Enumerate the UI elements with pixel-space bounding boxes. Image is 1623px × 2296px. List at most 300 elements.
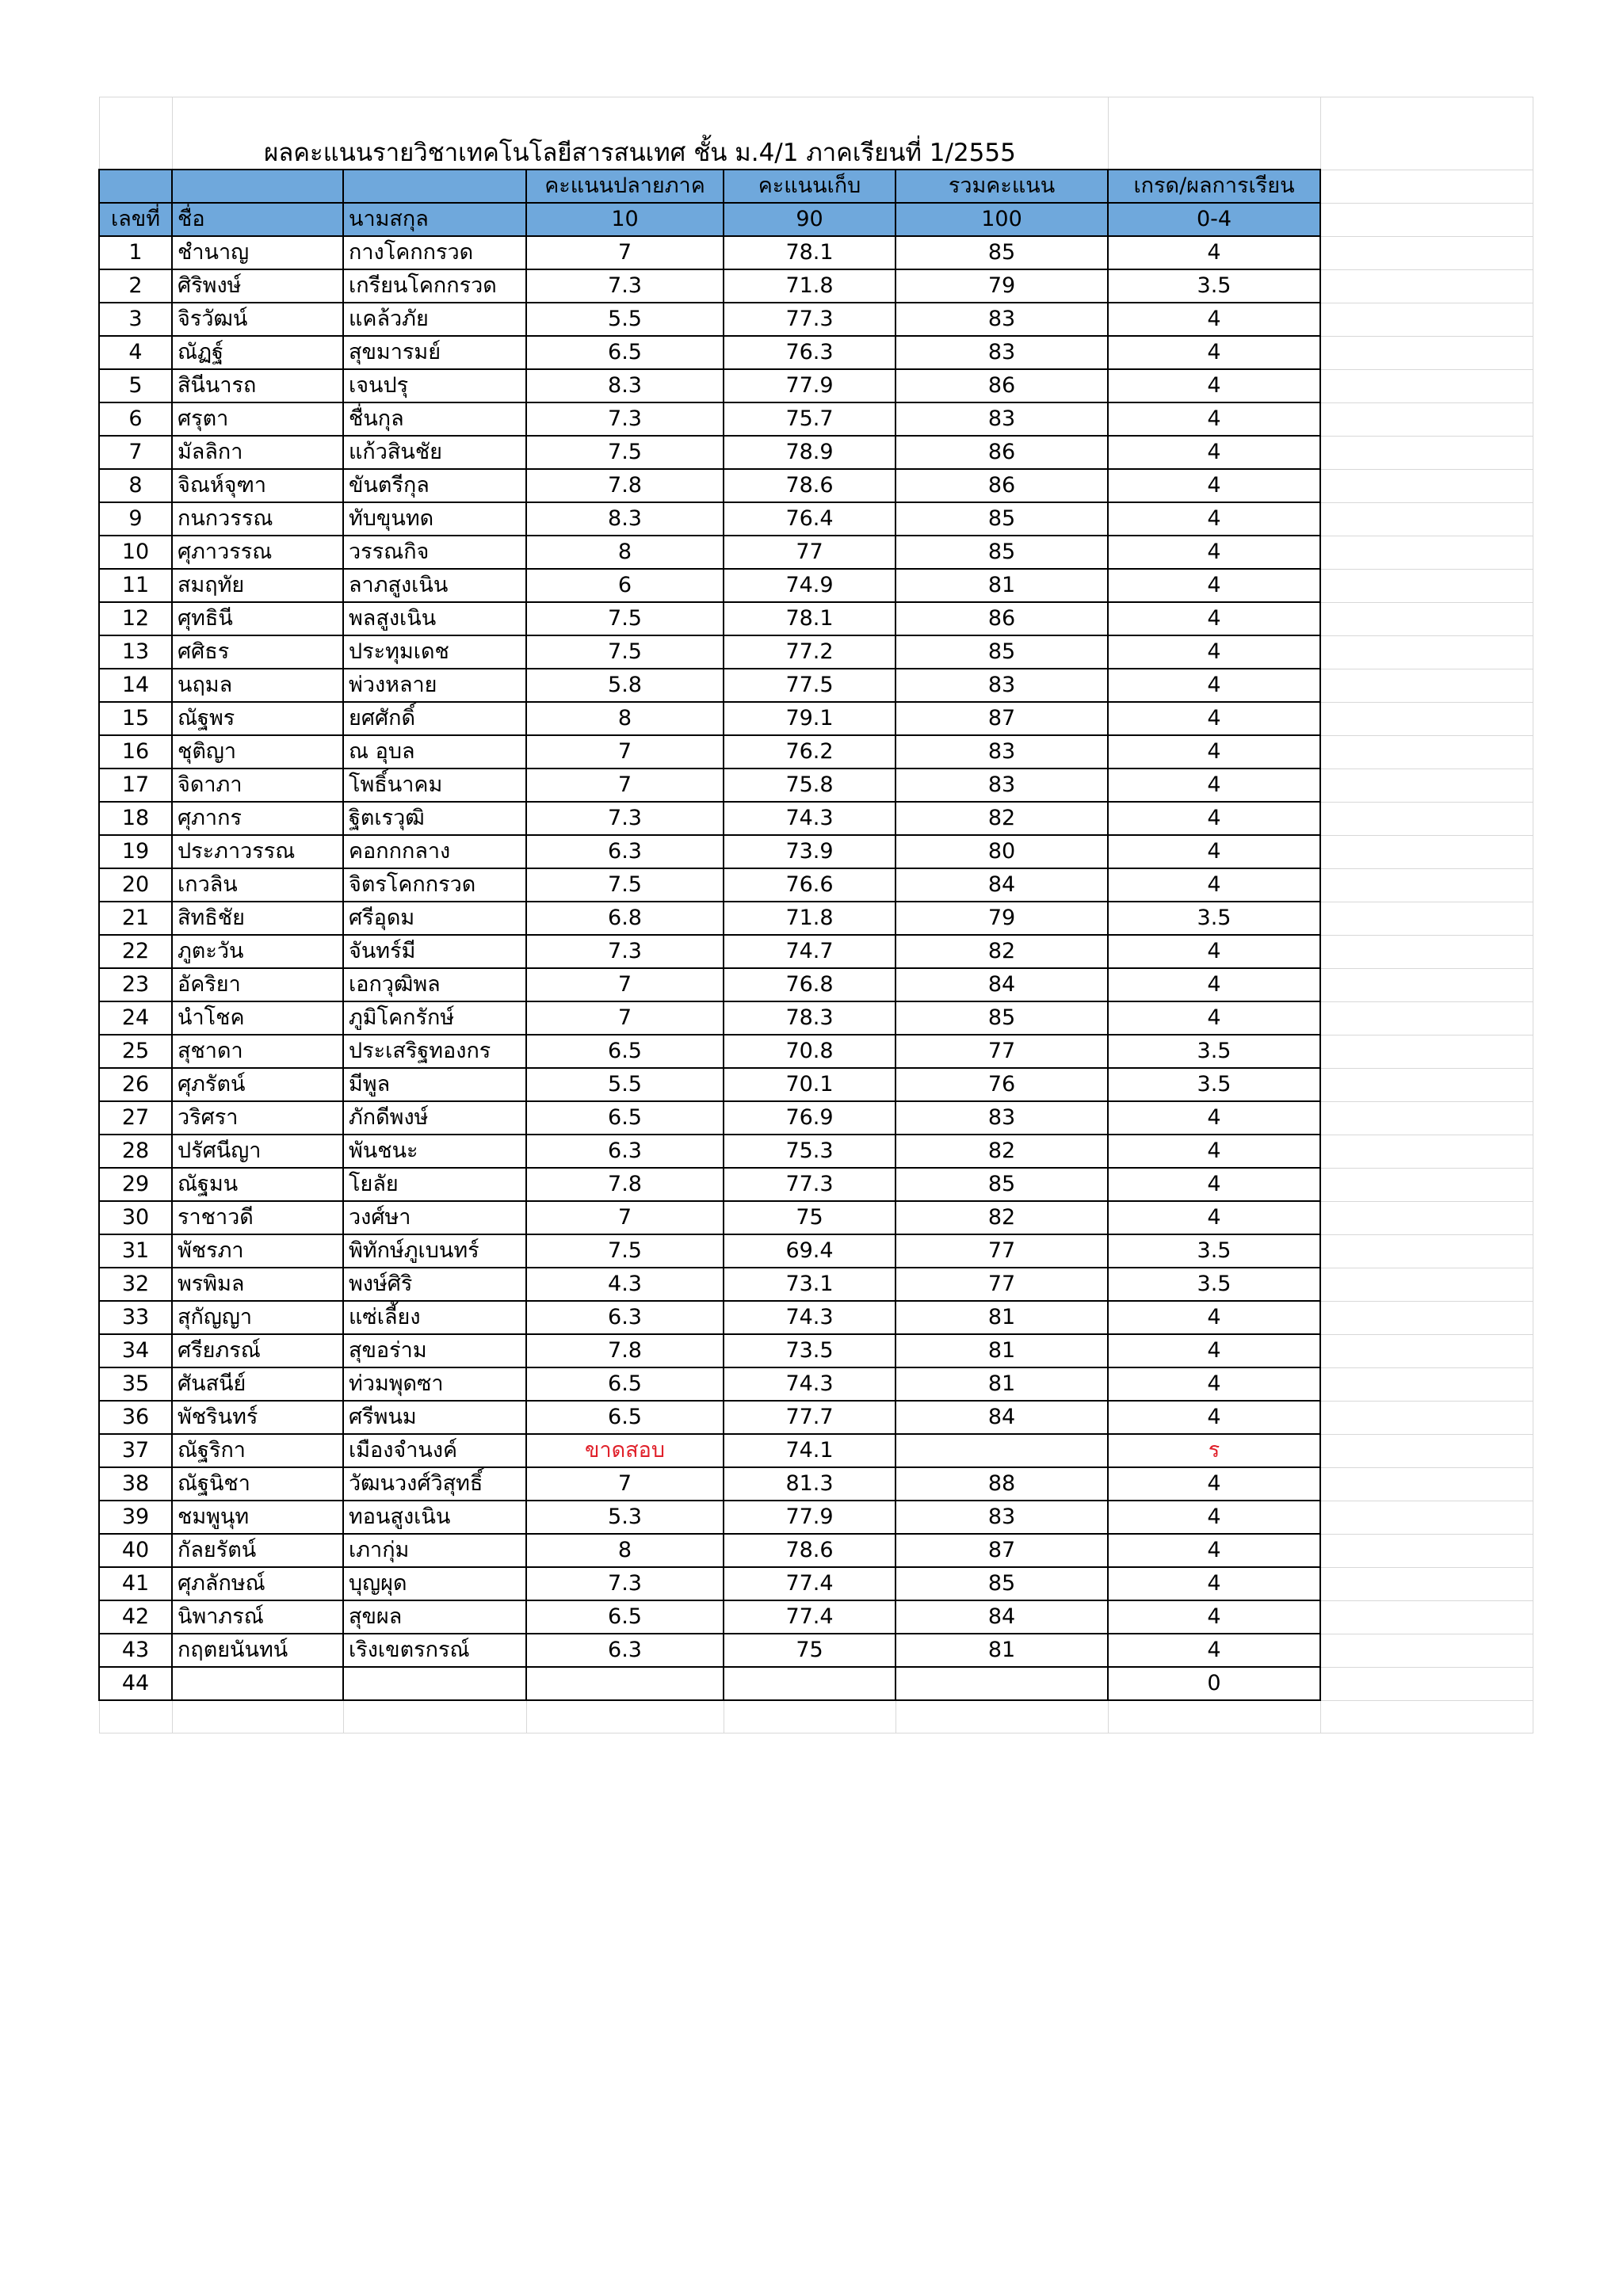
student-name: นำโชค	[172, 1001, 343, 1035]
final-exam-score: 6.3	[526, 835, 724, 868]
final-exam-score: 7.5	[526, 868, 724, 902]
grade: 4	[1108, 402, 1320, 436]
table-row	[99, 1434, 1533, 1467]
student-surname: ศรีพนม	[343, 1401, 526, 1434]
student-no: 37	[99, 1434, 172, 1467]
coursework-score: 74.3	[724, 1301, 896, 1334]
student-no: 36	[99, 1401, 172, 1434]
grade: 4	[1108, 735, 1320, 769]
student-no: 10	[99, 536, 172, 569]
total-score: 85	[896, 1567, 1108, 1600]
grade: 3.5	[1108, 902, 1320, 935]
total-score: 84	[896, 968, 1108, 1001]
total-score: 82	[896, 1201, 1108, 1234]
grade: 4	[1108, 1201, 1320, 1234]
total-score: 80	[896, 835, 1108, 868]
total-score: 85	[896, 236, 1108, 269]
student-surname: วรรณกิจ	[343, 536, 526, 569]
table-row	[99, 1467, 1533, 1501]
student-surname: ชื่นกุล	[343, 402, 526, 436]
final-exam-max: 10	[526, 203, 724, 236]
final-exam-score: 6.5	[526, 1401, 724, 1434]
grade: 4	[1108, 1301, 1320, 1334]
student-surname: จิตรโคกกรวด	[343, 868, 526, 902]
final-exam-score: 8.3	[526, 369, 724, 402]
student-no: 12	[99, 602, 172, 635]
student-name: นิพาภรณ์	[172, 1600, 343, 1634]
student-no: 44	[99, 1667, 172, 1700]
coursework-score: 78.6	[724, 469, 896, 502]
student-surname: เอกวุฒิพล	[343, 968, 526, 1001]
table-row	[99, 469, 1533, 502]
grade-header: เกรด/ผลการเรียน	[1108, 170, 1320, 203]
student-surname: แซ่เลี้ยง	[343, 1301, 526, 1334]
coursework-score: 78.3	[724, 1001, 896, 1035]
student-name: ณัฐนิชา	[172, 1467, 343, 1501]
student-no: 43	[99, 1634, 172, 1667]
grade: 0	[1108, 1667, 1320, 1700]
student-no: 18	[99, 802, 172, 835]
final-exam-score: 7	[526, 236, 724, 269]
student-surname: ภูมิโคกรักษ์	[343, 1001, 526, 1035]
final-exam-score: 7	[526, 735, 724, 769]
student-no: 25	[99, 1035, 172, 1068]
grade: 4	[1108, 236, 1320, 269]
table-row	[99, 1501, 1533, 1534]
grade: 3.5	[1108, 1234, 1320, 1268]
final-exam-score: 6.5	[526, 1035, 724, 1068]
coursework-score: 77.3	[724, 303, 896, 336]
student-no: 24	[99, 1001, 172, 1035]
student-name: พัชรภา	[172, 1234, 343, 1268]
grade: 4	[1108, 769, 1320, 802]
coursework-score: 77.4	[724, 1567, 896, 1600]
coursework-score: 76.3	[724, 336, 896, 369]
coursework-max: 90	[724, 203, 896, 236]
total-score: 81	[896, 1334, 1108, 1367]
student-surname: วัฒนวงศ์วิสุทธิ์	[343, 1467, 526, 1501]
table-row	[99, 1101, 1533, 1135]
student-no: 16	[99, 735, 172, 769]
table-row	[99, 602, 1533, 635]
student-no: 38	[99, 1467, 172, 1501]
student-name: ศุทธินี	[172, 602, 343, 635]
final-exam-score	[526, 1667, 724, 1700]
table-row	[99, 968, 1533, 1001]
final-exam-score: 6	[526, 569, 724, 602]
grade: 3.5	[1108, 1068, 1320, 1101]
total-score: 77	[896, 1035, 1108, 1068]
student-name: ภูตะวัน	[172, 935, 343, 968]
coursework-score: 70.1	[724, 1068, 896, 1101]
student-no: 9	[99, 502, 172, 536]
grade: 3.5	[1108, 1035, 1320, 1068]
table-row	[99, 269, 1533, 303]
total-score: 76	[896, 1068, 1108, 1101]
final-exam-score: 7.5	[526, 436, 724, 469]
student-no: 22	[99, 935, 172, 968]
student-no: 35	[99, 1367, 172, 1401]
grade: 4	[1108, 1634, 1320, 1667]
final-exam-score: 6.5	[526, 1101, 724, 1135]
table-row	[99, 1068, 1533, 1101]
total-max: 100	[896, 203, 1108, 236]
student-name: ศุภากร	[172, 802, 343, 835]
total-score: 86	[896, 436, 1108, 469]
coursework-score: 73.1	[724, 1268, 896, 1301]
coursework-score: 78.6	[724, 1534, 896, 1567]
total-score: 85	[896, 635, 1108, 669]
name-header: ชื่อ	[172, 203, 343, 236]
table-row	[99, 902, 1533, 935]
student-surname: โยลัย	[343, 1168, 526, 1201]
total-score: 82	[896, 802, 1108, 835]
grade: 4	[1108, 1101, 1320, 1135]
coursework-score: 74.9	[724, 569, 896, 602]
student-name: ชำนาญ	[172, 236, 343, 269]
final-exam-score: 7.5	[526, 1234, 724, 1268]
student-surname: พ่วงหลาย	[343, 669, 526, 702]
student-no: 40	[99, 1534, 172, 1567]
total-score	[896, 1667, 1108, 1700]
total-score: 77	[896, 1234, 1108, 1268]
table-row	[99, 735, 1533, 769]
title-row	[99, 97, 1533, 170]
total-score: 87	[896, 1534, 1108, 1567]
grade: 4	[1108, 868, 1320, 902]
student-surname: ฐิตเรวุฒิ	[343, 802, 526, 835]
total-score: 83	[896, 336, 1108, 369]
student-name: ปรัศนีญา	[172, 1135, 343, 1168]
total-score: 83	[896, 303, 1108, 336]
final-exam-score: 4.3	[526, 1268, 724, 1301]
table-row	[99, 1168, 1533, 1201]
student-no: 13	[99, 635, 172, 669]
student-name: นฤมล	[172, 669, 343, 702]
final-exam-score: 6.3	[526, 1634, 724, 1667]
student-surname: ทอนสูงเนิน	[343, 1501, 526, 1534]
grade: 4	[1108, 968, 1320, 1001]
student-name: ณัฐริกา	[172, 1434, 343, 1467]
table-row	[99, 1667, 1533, 1700]
table-row	[99, 1201, 1533, 1234]
student-name: กัลยรัตน์	[172, 1534, 343, 1567]
final-exam-score: 7.3	[526, 402, 724, 436]
student-no: 33	[99, 1301, 172, 1334]
grade-table	[98, 97, 1533, 1733]
final-exam-score: 6.5	[526, 1600, 724, 1634]
student-no: 42	[99, 1600, 172, 1634]
table-row	[99, 336, 1533, 369]
table-row	[99, 536, 1533, 569]
student-name: กฤตยนันทน์	[172, 1634, 343, 1667]
student-surname: มีพูล	[343, 1068, 526, 1101]
student-surname: เกรียนโคกกรวด	[343, 269, 526, 303]
final-exam-score: 7	[526, 1201, 724, 1234]
table-row	[99, 402, 1533, 436]
total-score: 84	[896, 1600, 1108, 1634]
student-name: ณัฏฐ์	[172, 336, 343, 369]
student-surname: โพธิ์นาคม	[343, 769, 526, 802]
final-exam-score: 5.5	[526, 1068, 724, 1101]
student-name: ศิริพงษ์	[172, 269, 343, 303]
student-no: 8	[99, 469, 172, 502]
coursework-score: 71.8	[724, 269, 896, 303]
coursework-score: 77	[724, 536, 896, 569]
student-no: 39	[99, 1501, 172, 1534]
coursework-score: 78.9	[724, 436, 896, 469]
table-row	[99, 502, 1533, 536]
table-row	[99, 1534, 1533, 1567]
table-row	[99, 802, 1533, 835]
coursework-score: 74.3	[724, 802, 896, 835]
student-no: 27	[99, 1101, 172, 1135]
grade: 4	[1108, 1001, 1320, 1035]
final-exam-score: 7.5	[526, 635, 724, 669]
final-exam-score: 8	[526, 1534, 724, 1567]
student-name: ชมพูนุท	[172, 1501, 343, 1534]
total-score: 81	[896, 1634, 1108, 1667]
total-score: 79	[896, 269, 1108, 303]
grade: 4	[1108, 935, 1320, 968]
student-no: 14	[99, 669, 172, 702]
student-name: ศุภาวรรณ	[172, 536, 343, 569]
student-no: 3	[99, 303, 172, 336]
student-surname	[343, 1667, 526, 1700]
coursework-score: 74.3	[724, 1367, 896, 1401]
grade: 4	[1108, 802, 1320, 835]
grade: 4	[1108, 1467, 1320, 1501]
final-exam-score: 7.8	[526, 1334, 724, 1367]
coursework-score: 77.3	[724, 1168, 896, 1201]
student-name: ศุภรัตน์	[172, 1068, 343, 1101]
table-row	[99, 1301, 1533, 1334]
student-surname: สุขอร่าม	[343, 1334, 526, 1367]
table-row	[99, 868, 1533, 902]
table-row	[99, 1600, 1533, 1634]
grade: 4	[1108, 369, 1320, 402]
total-score: 83	[896, 1501, 1108, 1534]
student-surname: กางโคกกรวด	[343, 236, 526, 269]
grade: 4	[1108, 502, 1320, 536]
coursework-score: 76.4	[724, 502, 896, 536]
grade: 4	[1108, 702, 1320, 735]
total-score: 81	[896, 1367, 1108, 1401]
student-name: ศรียภรณ์	[172, 1334, 343, 1367]
grade: 4	[1108, 569, 1320, 602]
student-name: สมฤทัย	[172, 569, 343, 602]
coursework-score: 73.9	[724, 835, 896, 868]
student-no: 5	[99, 369, 172, 402]
grade: 4	[1108, 1600, 1320, 1634]
final-exam-score: 7	[526, 968, 724, 1001]
student-surname: แคล้วภัย	[343, 303, 526, 336]
coursework-score: 76.8	[724, 968, 896, 1001]
final-exam-score: 7.8	[526, 1168, 724, 1201]
coursework-score: 71.8	[724, 902, 896, 935]
grade: 4	[1108, 1534, 1320, 1567]
student-name: ณัฐมน	[172, 1168, 343, 1201]
student-no: 34	[99, 1334, 172, 1367]
grade: 4	[1108, 1501, 1320, 1534]
table-row	[99, 303, 1533, 336]
student-surname: ทับขุนทด	[343, 502, 526, 536]
table-row	[99, 635, 1533, 669]
total-score: 79	[896, 902, 1108, 935]
header-row-1	[99, 170, 1533, 203]
grade: 4	[1108, 835, 1320, 868]
student-no: 20	[99, 868, 172, 902]
total-score: 81	[896, 1301, 1108, 1334]
grade: 4	[1108, 1567, 1320, 1600]
coursework-score: 77.9	[724, 369, 896, 402]
table-row	[99, 1334, 1533, 1367]
grade: 4	[1108, 303, 1320, 336]
table-row	[99, 1234, 1533, 1268]
final-exam-score: 7.3	[526, 1567, 724, 1600]
table-row	[99, 702, 1533, 735]
student-name: พัชรินทร์	[172, 1401, 343, 1434]
coursework-score: 74.1	[724, 1434, 896, 1467]
final-exam-score: 5.3	[526, 1501, 724, 1534]
table-row	[99, 769, 1533, 802]
table-row	[99, 369, 1533, 402]
grade: 3.5	[1108, 1268, 1320, 1301]
total-score: 85	[896, 536, 1108, 569]
student-surname: พงษ์ศิริ	[343, 1268, 526, 1301]
grade-range: 0-4	[1108, 203, 1320, 236]
surname-header: นามสกุล	[343, 203, 526, 236]
student-name: ศศิธร	[172, 635, 343, 669]
table-row	[99, 236, 1533, 269]
total-score: 82	[896, 1135, 1108, 1168]
student-no: 31	[99, 1234, 172, 1268]
student-name: กนกวรรณ	[172, 502, 343, 536]
no-header: เลขที่	[99, 203, 172, 236]
student-surname: จันทร์มี	[343, 935, 526, 968]
total-score: 87	[896, 702, 1108, 735]
student-name: จิรวัฒน์	[172, 303, 343, 336]
grade: 4	[1108, 436, 1320, 469]
student-no: 29	[99, 1168, 172, 1201]
total-score: 83	[896, 669, 1108, 702]
page-title: ผลคะแนนรายวิชาเทคโนโลยีสารสนเทศ ชั้น ม.4/1 ภาคเรียนที่ 1/2555	[172, 97, 1108, 170]
student-surname: ยศศักดิ์	[343, 702, 526, 735]
grade: 4	[1108, 336, 1320, 369]
total-score: 83	[896, 769, 1108, 802]
grade: 4	[1108, 1401, 1320, 1434]
student-surname: บุญผุด	[343, 1567, 526, 1600]
student-surname: ณ อุบล	[343, 735, 526, 769]
grade: 4	[1108, 635, 1320, 669]
final-exam-score: 6.5	[526, 336, 724, 369]
final-exam-score: ขาดสอบ	[526, 1434, 724, 1467]
table-row	[99, 1401, 1533, 1434]
final-exam-score: 7.3	[526, 935, 724, 968]
student-no: 19	[99, 835, 172, 868]
student-surname: ประเสริฐทองกร	[343, 1035, 526, 1068]
total-score: 88	[896, 1467, 1108, 1501]
coursework-score: 75.3	[724, 1135, 896, 1168]
total-score: 85	[896, 1001, 1108, 1035]
student-name: วริศรา	[172, 1101, 343, 1135]
total-header: รวมคะแนน	[896, 170, 1108, 203]
student-surname: ขันตรีกุล	[343, 469, 526, 502]
grade: 4	[1108, 1334, 1320, 1367]
total-score: 85	[896, 1168, 1108, 1201]
student-no: 11	[99, 569, 172, 602]
coursework-score: 77.5	[724, 669, 896, 702]
coursework-score: 77.9	[724, 1501, 896, 1534]
student-name: ชุติญา	[172, 735, 343, 769]
student-surname: แก้วสินชัย	[343, 436, 526, 469]
student-surname: สุขมารมย์	[343, 336, 526, 369]
student-no: 17	[99, 769, 172, 802]
total-score: 81	[896, 569, 1108, 602]
student-no: 6	[99, 402, 172, 436]
table-row	[99, 835, 1533, 868]
student-name: อัคริยา	[172, 968, 343, 1001]
table-row	[99, 1367, 1533, 1401]
empty-row	[99, 1700, 1533, 1733]
student-surname: ท่วมพุดซา	[343, 1367, 526, 1401]
table-row	[99, 669, 1533, 702]
final-exam-score: 8.3	[526, 502, 724, 536]
final-exam-score: 8	[526, 536, 724, 569]
student-no: 2	[99, 269, 172, 303]
grade: 4	[1108, 669, 1320, 702]
coursework-score: 75.7	[724, 402, 896, 436]
grade: 4	[1108, 1367, 1320, 1401]
student-name	[172, 1667, 343, 1700]
total-score: 85	[896, 502, 1108, 536]
final-exam-score: 7	[526, 1467, 724, 1501]
student-name: ประภาวรรณ	[172, 835, 343, 868]
coursework-score: 75	[724, 1634, 896, 1667]
total-score: 83	[896, 1101, 1108, 1135]
coursework-score: 74.7	[724, 935, 896, 968]
student-no: 26	[99, 1068, 172, 1101]
student-name: มัลลิกา	[172, 436, 343, 469]
table-row	[99, 1634, 1533, 1667]
total-score: 86	[896, 602, 1108, 635]
table-row	[99, 1135, 1533, 1168]
total-score: 86	[896, 369, 1108, 402]
student-no: 32	[99, 1268, 172, 1301]
grade: ร	[1108, 1434, 1320, 1467]
coursework-score: 78.1	[724, 602, 896, 635]
final-exam-score: 5.8	[526, 669, 724, 702]
table-row	[99, 436, 1533, 469]
student-name: ศุภลักษณ์	[172, 1567, 343, 1600]
final-exam-score: 7.3	[526, 269, 724, 303]
student-name: พรพิมล	[172, 1268, 343, 1301]
student-name: สินีนารถ	[172, 369, 343, 402]
student-no: 4	[99, 336, 172, 369]
final-exam-score: 6.3	[526, 1135, 724, 1168]
table-row	[99, 1268, 1533, 1301]
final-exam-score: 7.8	[526, 469, 724, 502]
final-exam-score: 6.5	[526, 1367, 724, 1401]
student-name: เกวลิน	[172, 868, 343, 902]
final-exam-score: 5.5	[526, 303, 724, 336]
student-surname: เจนปรุ	[343, 369, 526, 402]
coursework-score: 76.2	[724, 735, 896, 769]
student-surname: พันชนะ	[343, 1135, 526, 1168]
student-name: จิณห์จุฑา	[172, 469, 343, 502]
coursework-score: 69.4	[724, 1234, 896, 1268]
final-exam-score: 6.3	[526, 1301, 724, 1334]
